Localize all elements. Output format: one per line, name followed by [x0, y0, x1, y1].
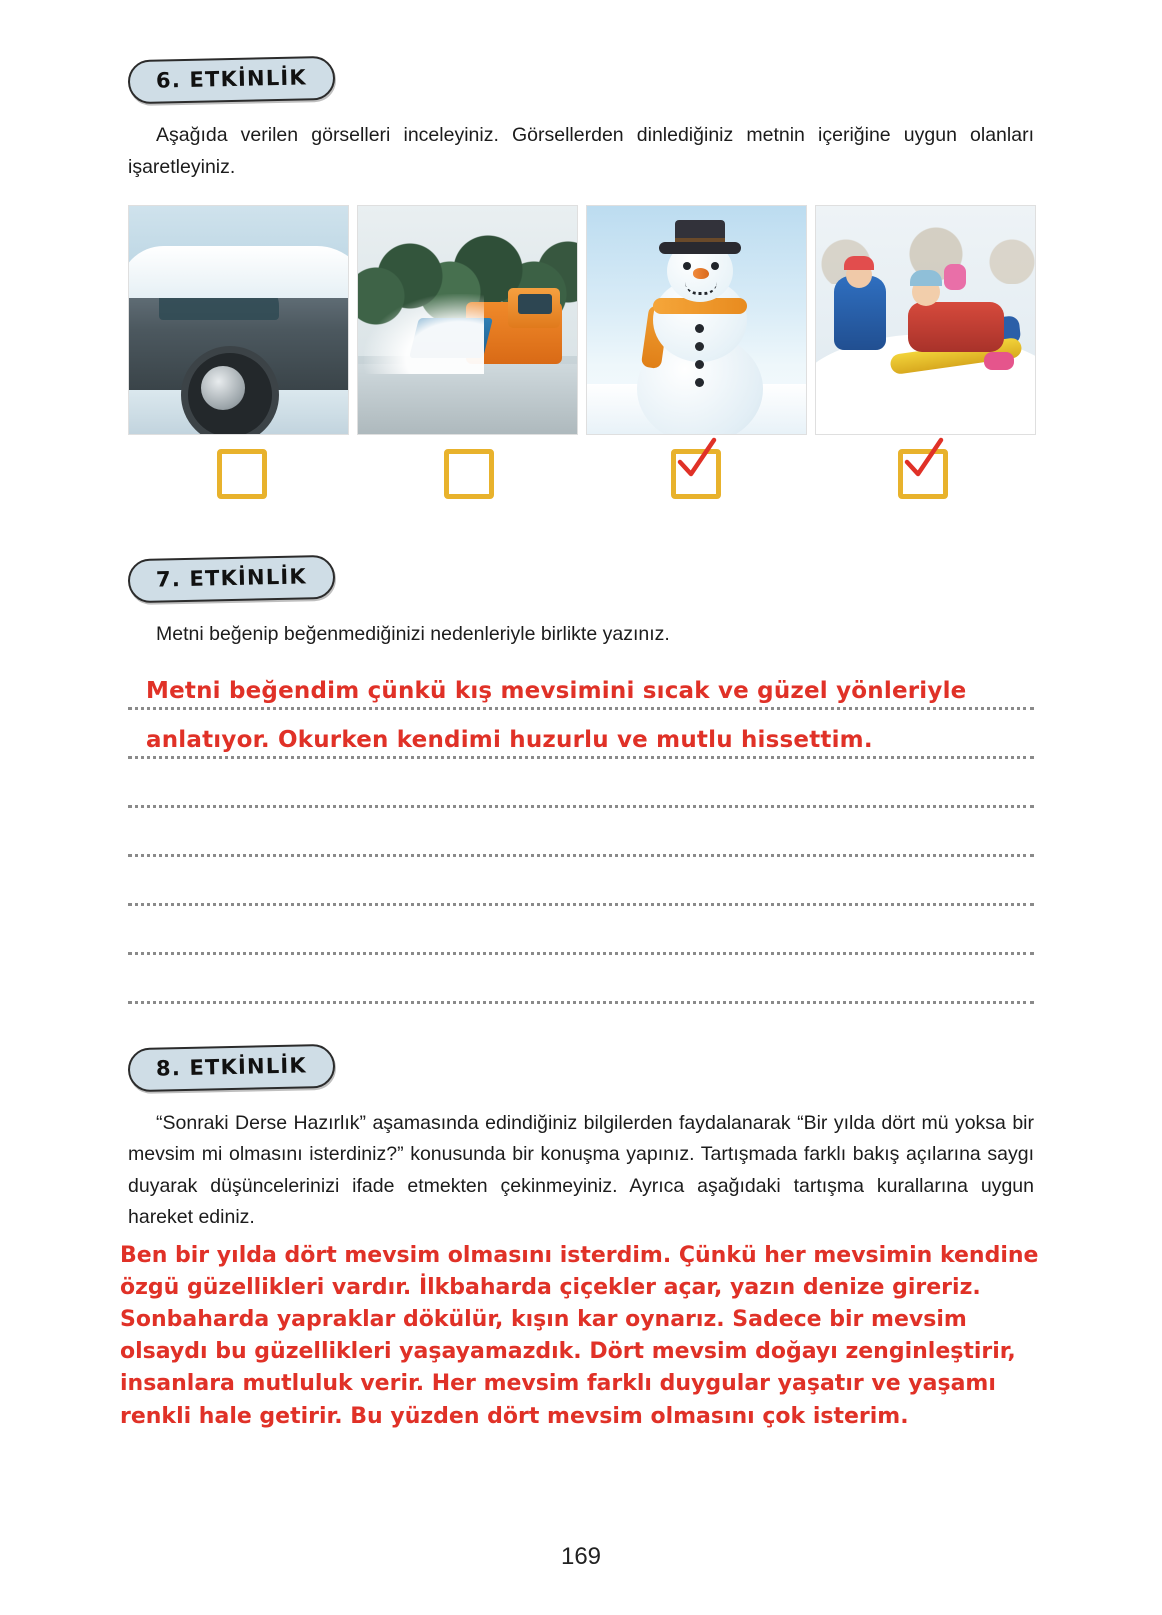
child-mitten	[944, 264, 966, 290]
activity-7-badge: 7. ETKİNLİK	[128, 555, 336, 603]
photo-snow-covered-car	[128, 205, 349, 435]
check-mark-icon	[901, 436, 945, 480]
activity-8-badge: 8. ETKİNLİK	[128, 1044, 336, 1092]
answer-line[interactable]	[128, 865, 1034, 906]
checkbox-snow-covered-car[interactable]	[217, 449, 267, 499]
section-spacer	[0, 1012, 1162, 1046]
activity-7-header	[128, 557, 1162, 601]
page-number: 169	[560, 1543, 602, 1570]
checkbox-cell-2	[355, 449, 582, 499]
answer-line[interactable]	[128, 914, 1034, 955]
answer-line[interactable]	[128, 718, 1034, 759]
activity-6-image-row	[128, 205, 1036, 435]
answer-text: Metni beğendim çünkü kış mevsimini sıcak ve güzel yönleriyle	[146, 677, 967, 704]
activity-6-header	[128, 58, 1162, 102]
child-boot	[984, 352, 1014, 370]
child-two-hat	[910, 270, 942, 286]
top-spacer	[0, 0, 1162, 58]
photo-snowplow-truck	[357, 205, 578, 435]
activity-6-checkbox-row	[128, 449, 1036, 499]
activity-6-badge: 6. ETKİNLİK	[128, 56, 336, 104]
carrot-nose	[693, 268, 709, 279]
checkbox-cell-1	[128, 449, 355, 499]
snowman-hat-brim	[659, 242, 741, 254]
answer-line[interactable]	[128, 963, 1034, 1004]
checkbox-snowplow-truck[interactable]	[444, 449, 494, 499]
activity-7-instruction: Metni beğenip beğenmediğinizi nedenleriyle birlikte yazınız.	[156, 623, 670, 646]
activity-8-header	[128, 1046, 1162, 1090]
section-spacer	[0, 499, 1162, 557]
checkbox-cell-4	[809, 449, 1036, 499]
truck-windshield	[518, 294, 552, 314]
checkbox-snowman[interactable]	[671, 449, 721, 499]
answer-text: anlatıyor. Okurken kendimi huzurlu ve mutlu hissettim.	[146, 726, 873, 753]
snow-on-car	[128, 246, 349, 298]
answer-line[interactable]	[128, 767, 1034, 808]
child-two-body	[908, 302, 1004, 352]
photo-children-sledding	[815, 205, 1036, 435]
answer-line[interactable]	[128, 816, 1034, 857]
child-one-hat	[844, 256, 874, 270]
answer-line[interactable]	[128, 669, 1034, 710]
wheel-hub	[201, 366, 245, 410]
snowy-road	[358, 364, 578, 434]
activity-6-instruction: Aşağıda verilen görselleri inceleyiniz. Görsellerden dinlediğiniz metnin içeriğine uygun olanları işaretleyiniz.	[128, 124, 1034, 178]
check-mark-icon	[674, 436, 718, 480]
snow-spray	[364, 294, 484, 374]
activity-8-instruction: “Sonraki Derse Hazırlık” aşamasında edindiğiniz bilgilerden faydalanarak “Bir yılda dört mü yoksa bir mevsim mi olmasını isterdiniz?” konusunda bir konuşma yapınız. Tartışmada farklı bakış açılarına saygı duyarak düşüncelerinizi ifade etmekten çekinmeyiniz. Ayrıca aşağıdaki tartışma kurallarına uygun hareket ediniz.	[128, 1111, 1034, 1229]
photo-snowman	[586, 205, 807, 435]
checkbox-cell-3	[582, 449, 809, 499]
activity-8-answer[interactable]: Ben bir yılda dört mevsim olmasını isterdim. Çünkü her mevsimin kendine özgü güzellikleri vardır. İlkbaharda çiçekler açar, yazın denize gireriz. Sonbaharda yapraklar dökülür, kışın kar oynarız. Sadece bir mevsim olsaydı bu güzellikleri yaşayamazdık. Dört mevsim doğayı zenginleştirir, insanlara mutluluk verir. Her mevsim farklı duygular yaşatır ve yaşamı renkli hale getirir. Bu yüzden dört mevsim olmasını çok isterim.	[120, 1243, 1039, 1429]
activity-7-answer-area[interactable]	[128, 669, 1034, 1004]
checkbox-children-sledding[interactable]	[898, 449, 948, 499]
